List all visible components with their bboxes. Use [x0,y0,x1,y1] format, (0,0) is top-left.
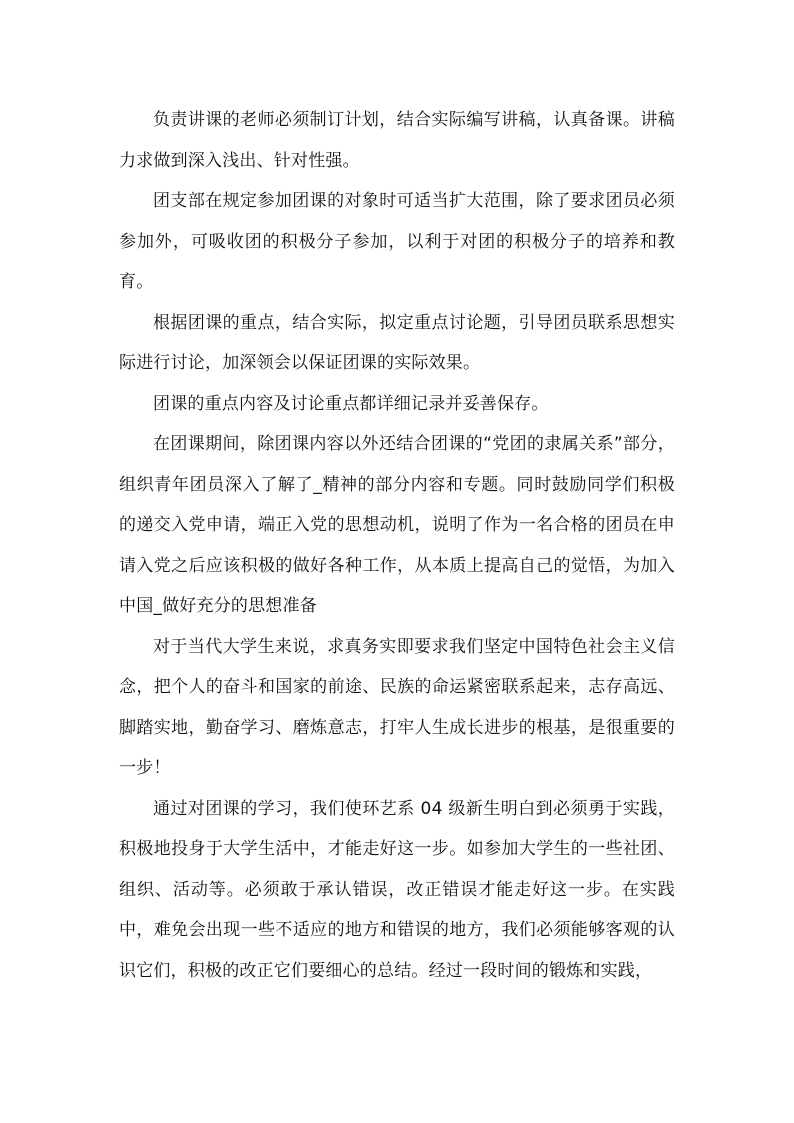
paragraph-5: 在团课期间，除团课内容以外还结合团课的“党团的隶属关系”部分，组织青年团员深入了解了_精神的部分内容和专题。同时鼓励同学们积极的递交入党申请，端正入党的思想动机，说明了作为一名合格的团员在申请入党之后应该积极的做好各种工作，从本质上提高自己的觉悟，为加入中国_做好充分的思想准备 [119,434,675,616]
paragraph-7: 通过对团课的学习，我们使环艺系 04 级新生明白到必须勇于实践，积极地投身于大学生活中，才能走好这一步。如参加大学生的一些社团、组织、活动等。必须敢于承认错误，改正错误才能走好这一步。在实践中，难免会出现一些不适应的地方和错误的地方，我们必须能够客观的认识它们，积极的改正它们要细心的总结。经过一段时间的锻炼和实践， [119,798,675,981]
document-body [119,100,675,991]
paragraph-6: 对于当代大学生来说，求真务实即要求我们坚定中国特色社会主义信念，把个人的奋斗和国家的前途、民族的命运紧密联系起来，志存高远、脚踏实地，勤奋学习、磨炼意志，打牢人生成长进步的根基，是很重要的一步！ [119,636,675,778]
paragraph-4: 团课的重点内容及讨论重点都详细记录并妥善保存。 [153,393,549,414]
paragraph-1: 负责讲课的老师必须制订计划，结合实际编写讲稿，认真备课。讲稿力求做到深入浅出、针对性强。 [119,110,675,171]
paragraph-2: 团支部在规定参加团课的对象时可适当扩大范围，除了要求团员必须参加外，可吸收团的积极分子参加，以利于对团的积极分子的培养和教育。 [119,191,675,292]
paragraph-3: 根据团课的重点，结合实际，拟定重点讨论题，引导团员联系思想实际进行讨论，加深领会以保证团课的实际效果。 [119,312,675,373]
